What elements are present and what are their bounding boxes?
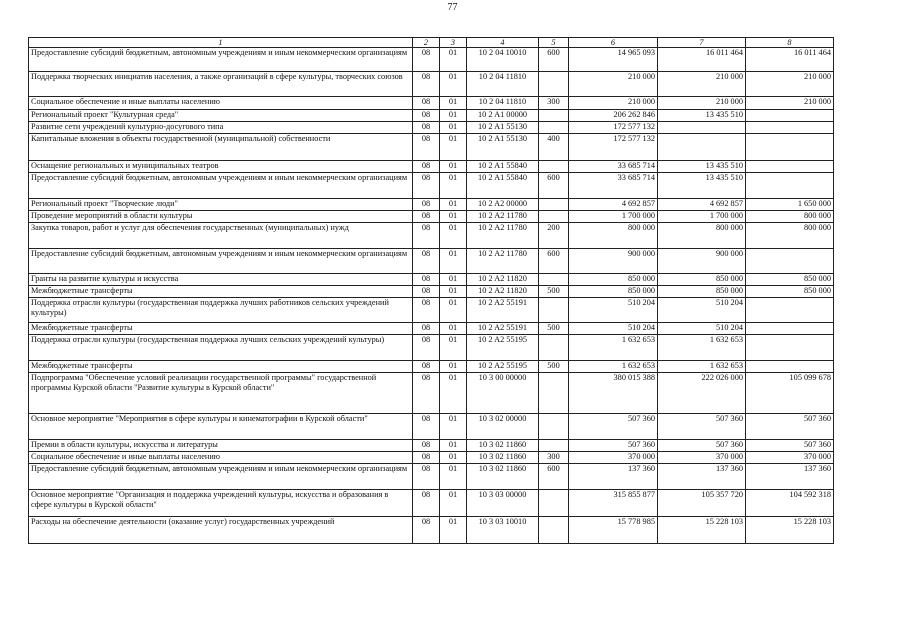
section-code: 08 (413, 414, 440, 440)
amount-col-8: 800 000 (746, 211, 834, 223)
expense-name: Поддержка отрасли культуры (государственная поддержка лучших сельских учреждений культуры) (29, 335, 413, 361)
amount-col-8: 1 650 000 (746, 199, 834, 211)
target-article-code: 10 3 03 10010 (467, 517, 539, 544)
amount-col-6: 510 204 (569, 323, 658, 335)
column-number-header (29, 38, 834, 48)
section-code: 08 (413, 323, 440, 335)
section-code: 08 (413, 490, 440, 517)
section-code: 08 (413, 97, 440, 110)
target-article-code: 10 2 A2 11780 (467, 211, 539, 223)
table-row (29, 249, 834, 274)
section-code: 08 (413, 517, 440, 544)
amount-col-8 (746, 173, 834, 199)
table-row (29, 335, 834, 361)
amount-col-7: 13 435 510 (658, 110, 746, 122)
table-row (29, 361, 834, 373)
section-code: 08 (413, 211, 440, 223)
table-row (29, 122, 834, 134)
amount-col-7: 850 000 (658, 274, 746, 286)
target-article-code: 10 2 A1 55840 (467, 173, 539, 199)
section-code: 08 (413, 249, 440, 274)
expense-type-code (539, 211, 569, 223)
amount-col-7: 13 435 510 (658, 173, 746, 199)
target-article-code: 10 2 A2 11820 (467, 286, 539, 298)
amount-col-7: 210 000 (658, 97, 746, 110)
table-row (29, 414, 834, 440)
expense-type-code (539, 490, 569, 517)
subsection-code: 01 (440, 373, 467, 414)
table-row (29, 110, 834, 122)
section-code: 08 (413, 373, 440, 414)
expense-type-code: 500 (539, 286, 569, 298)
section-code: 08 (413, 223, 440, 249)
column-header: 7 (658, 38, 746, 48)
amount-col-6: 507 360 (569, 440, 658, 452)
table-row (29, 72, 834, 97)
amount-col-6: 210 000 (569, 72, 658, 97)
subsection-code: 01 (440, 323, 467, 335)
expense-type-code (539, 161, 569, 173)
amount-col-6: 900 000 (569, 249, 658, 274)
expense-name: Расходы на обеспечение деятельности (оказание услуг) государственных учреждений (29, 517, 413, 544)
amount-col-7: 222 026 000 (658, 373, 746, 414)
amount-col-7: 105 357 720 (658, 490, 746, 517)
column-header: 1 (29, 38, 413, 48)
amount-col-7: 16 011 464 (658, 48, 746, 72)
section-code: 08 (413, 110, 440, 122)
target-article-code: 10 3 02 00000 (467, 414, 539, 440)
amount-col-6: 137 360 (569, 464, 658, 490)
subsection-code: 01 (440, 464, 467, 490)
table-row (29, 298, 834, 323)
table-row (29, 323, 834, 335)
table-row (29, 286, 834, 298)
expense-name: Гранты на развитие культуры и искусства (29, 274, 413, 286)
expense-name: Поддержка отрасли культуры (государственная поддержка лучших работников сельских учреждений культуры) (29, 298, 413, 323)
target-article-code: 10 2 A2 11780 (467, 249, 539, 274)
expense-name: Предоставление субсидий бюджетным, автономным учреждениям и иным некоммерческим организациям (29, 48, 413, 72)
expense-name: Предоставление субсидий бюджетным, автономным учреждениям и иным некоммерческим организациям (29, 249, 413, 274)
subsection-code: 01 (440, 335, 467, 361)
section-code: 08 (413, 72, 440, 97)
section-code: 08 (413, 134, 440, 161)
amount-col-8: 850 000 (746, 286, 834, 298)
table-row (29, 490, 834, 517)
table-row (29, 464, 834, 490)
expense-name: Межбюджетные трансферты (29, 323, 413, 335)
target-article-code: 10 2 A2 55191 (467, 298, 539, 323)
target-article-code: 10 2 A2 11820 (467, 274, 539, 286)
expense-name: Межбюджетные трансферты (29, 361, 413, 373)
amount-col-8 (746, 335, 834, 361)
subsection-code: 01 (440, 298, 467, 323)
amount-col-6: 206 262 846 (569, 110, 658, 122)
table-row (29, 274, 834, 286)
section-code: 08 (413, 452, 440, 464)
column-header: 6 (569, 38, 658, 48)
target-article-code: 10 2 A1 55130 (467, 134, 539, 161)
amount-col-7: 370 000 (658, 452, 746, 464)
section-code: 08 (413, 173, 440, 199)
amount-col-7: 13 435 510 (658, 161, 746, 173)
expense-type-code: 500 (539, 361, 569, 373)
amount-col-8: 137 360 (746, 464, 834, 490)
expense-name: Основное мероприятие "Мероприятия в сфере культуры и кинематографии в Курской области" (29, 414, 413, 440)
section-code: 08 (413, 286, 440, 298)
section-code: 08 (413, 335, 440, 361)
expense-type-code: 600 (539, 249, 569, 274)
section-code: 08 (413, 48, 440, 72)
target-article-code: 10 3 03 00000 (467, 490, 539, 517)
table-row (29, 373, 834, 414)
amount-col-6: 33 685 714 (569, 173, 658, 199)
column-header: 2 (413, 38, 440, 48)
budget-table (28, 37, 834, 544)
amount-col-8: 370 000 (746, 452, 834, 464)
target-article-code: 10 2 04 11810 (467, 97, 539, 110)
expense-type-code (539, 110, 569, 122)
table-row (29, 211, 834, 223)
expense-name: Развитие сети учреждений культурно-досугового типа (29, 122, 413, 134)
subsection-code: 01 (440, 223, 467, 249)
expense-type-code: 500 (539, 323, 569, 335)
amount-col-8: 105 099 678 (746, 373, 834, 414)
target-article-code: 10 2 04 10010 (467, 48, 539, 72)
target-article-code: 10 2 A2 00000 (467, 199, 539, 211)
target-article-code: 10 2 A2 55195 (467, 335, 539, 361)
amount-col-8: 850 000 (746, 274, 834, 286)
expense-type-code (539, 335, 569, 361)
table-row (29, 517, 834, 544)
subsection-code: 01 (440, 97, 467, 110)
amount-col-6: 507 360 (569, 414, 658, 440)
amount-col-7: 507 360 (658, 414, 746, 440)
target-article-code: 10 2 A2 11780 (467, 223, 539, 249)
expense-name: Предоставление субсидий бюджетным, автономным учреждениям и иным некоммерческим организациям (29, 173, 413, 199)
amount-col-7: 900 000 (658, 249, 746, 274)
subsection-code: 01 (440, 452, 467, 464)
column-header: 3 (440, 38, 467, 48)
target-article-code: 10 2 A1 55840 (467, 161, 539, 173)
table-row (29, 440, 834, 452)
subsection-code: 01 (440, 517, 467, 544)
amount-col-7: 1 632 653 (658, 361, 746, 373)
section-code: 08 (413, 298, 440, 323)
amount-col-6: 210 000 (569, 97, 658, 110)
amount-col-6: 15 778 985 (569, 517, 658, 544)
target-article-code: 10 3 02 11860 (467, 452, 539, 464)
subsection-code: 01 (440, 161, 467, 173)
expense-type-code: 400 (539, 134, 569, 161)
amount-col-7: 800 000 (658, 223, 746, 249)
expense-name: Социальное обеспечение и иные выплаты населению (29, 97, 413, 110)
amount-col-7: 210 000 (658, 72, 746, 97)
amount-col-8: 210 000 (746, 72, 834, 97)
target-article-code: 10 2 A1 55130 (467, 122, 539, 134)
amount-col-8: 800 000 (746, 223, 834, 249)
amount-col-6: 850 000 (569, 274, 658, 286)
section-code: 08 (413, 161, 440, 173)
amount-col-6: 510 204 (569, 298, 658, 323)
expense-type-code (539, 373, 569, 414)
expense-name: Региональный проект "Творческие люди" (29, 199, 413, 211)
amount-col-6: 172 577 132 (569, 122, 658, 134)
column-header: 5 (539, 38, 569, 48)
amount-col-8 (746, 323, 834, 335)
amount-col-8: 16 011 464 (746, 48, 834, 72)
expense-name: Капитальные вложения в объекты государственной (муниципальной) собственности (29, 134, 413, 161)
expense-name: Межбюджетные трансферты (29, 286, 413, 298)
subsection-code: 01 (440, 173, 467, 199)
target-article-code: 10 2 A1 00000 (467, 110, 539, 122)
amount-col-6: 370 000 (569, 452, 658, 464)
subsection-code: 01 (440, 286, 467, 298)
amount-col-8 (746, 298, 834, 323)
section-code: 08 (413, 464, 440, 490)
amount-col-8: 507 360 (746, 440, 834, 452)
table-row (29, 134, 834, 161)
expense-type-code (539, 298, 569, 323)
expense-type-code (539, 199, 569, 211)
subsection-code: 01 (440, 490, 467, 517)
target-article-code: 10 2 A2 55191 (467, 323, 539, 335)
amount-col-8: 210 000 (746, 97, 834, 110)
amount-col-7: 15 228 103 (658, 517, 746, 544)
amount-col-8: 104 592 318 (746, 490, 834, 517)
column-header: 8 (746, 38, 834, 48)
amount-col-6: 1 632 653 (569, 361, 658, 373)
amount-col-6: 1 632 653 (569, 335, 658, 361)
amount-col-7: 4 692 857 (658, 199, 746, 211)
amount-col-8 (746, 161, 834, 173)
amount-col-8 (746, 361, 834, 373)
table-row (29, 48, 834, 72)
amount-col-7: 510 204 (658, 323, 746, 335)
section-code: 08 (413, 122, 440, 134)
expense-name: Подпрограмма "Обеспечение условий реализации государственной программы" государственной программы Курской области "Развитие культуры в Курской области" (29, 373, 413, 414)
expense-name: Проведение мероприятий в области культуры (29, 211, 413, 223)
expense-name: Премии в области культуры, искусства и литературы (29, 440, 413, 452)
section-code: 08 (413, 440, 440, 452)
expense-name: Предоставление субсидий бюджетным, автономным учреждениям и иным некоммерческим организациям (29, 464, 413, 490)
target-article-code: 10 3 02 11860 (467, 440, 539, 452)
expense-name: Закупка товаров, работ и услуг для обеспечения государственных (муниципальных) нужд (29, 223, 413, 249)
expense-name: Социальное обеспечение и иные выплаты населению (29, 452, 413, 464)
subsection-code: 01 (440, 414, 467, 440)
subsection-code: 01 (440, 211, 467, 223)
expense-name: Региональный проект "Культурная среда" (29, 110, 413, 122)
expense-type-code (539, 274, 569, 286)
amount-col-7: 507 360 (658, 440, 746, 452)
expense-type-code: 600 (539, 48, 569, 72)
amount-col-8 (746, 134, 834, 161)
subsection-code: 01 (440, 274, 467, 286)
expense-name: Поддержка творческих инициатив населения, а также организаций в сфере культуры, творческих союзов (29, 72, 413, 97)
table-row (29, 223, 834, 249)
section-code: 08 (413, 361, 440, 373)
amount-col-6: 1 700 000 (569, 211, 658, 223)
amount-col-6: 4 692 857 (569, 199, 658, 211)
expense-name: Основное мероприятие "Организация и поддержка учреждений культуры, искусства и образования в сфере культуры в Курской области" (29, 490, 413, 517)
subsection-code: 01 (440, 110, 467, 122)
section-code: 08 (413, 199, 440, 211)
amount-col-6: 800 000 (569, 223, 658, 249)
table-row (29, 452, 834, 464)
target-article-code: 10 3 00 00000 (467, 373, 539, 414)
expense-type-code: 300 (539, 97, 569, 110)
subsection-code: 01 (440, 48, 467, 72)
subsection-code: 01 (440, 249, 467, 274)
subsection-code: 01 (440, 440, 467, 452)
amount-col-7 (658, 122, 746, 134)
amount-col-6: 14 965 093 (569, 48, 658, 72)
table-row (29, 173, 834, 199)
amount-col-7: 510 204 (658, 298, 746, 323)
table-row (29, 199, 834, 211)
table-row (29, 161, 834, 173)
expense-type-code (539, 72, 569, 97)
subsection-code: 01 (440, 199, 467, 211)
amount-col-8: 15 228 103 (746, 517, 834, 544)
amount-col-6: 315 855 877 (569, 490, 658, 517)
expense-type-code (539, 440, 569, 452)
target-article-code: 10 2 04 11810 (467, 72, 539, 97)
table-row (29, 97, 834, 110)
amount-col-7: 850 000 (658, 286, 746, 298)
amount-col-8 (746, 122, 834, 134)
expense-type-code: 600 (539, 173, 569, 199)
amount-col-7 (658, 134, 746, 161)
section-code: 08 (413, 274, 440, 286)
expense-type-code: 200 (539, 223, 569, 249)
amount-col-6: 850 000 (569, 286, 658, 298)
target-article-code: 10 3 02 11860 (467, 464, 539, 490)
amount-col-7: 137 360 (658, 464, 746, 490)
target-article-code: 10 2 A2 55195 (467, 361, 539, 373)
expense-type-code (539, 122, 569, 134)
subsection-code: 01 (440, 134, 467, 161)
expense-type-code (539, 517, 569, 544)
amount-col-7: 1 632 653 (658, 335, 746, 361)
amount-col-6: 33 685 714 (569, 161, 658, 173)
amount-col-8 (746, 249, 834, 274)
column-header: 4 (467, 38, 539, 48)
expense-type-code: 300 (539, 452, 569, 464)
expense-name: Оснащение региональных и муниципальных театров (29, 161, 413, 173)
expense-type-code: 600 (539, 464, 569, 490)
subsection-code: 01 (440, 122, 467, 134)
amount-col-6: 172 577 132 (569, 134, 658, 161)
amount-col-7: 1 700 000 (658, 211, 746, 223)
amount-col-8: 507 360 (746, 414, 834, 440)
amount-col-6: 380 015 388 (569, 373, 658, 414)
page-number: 77 (447, 2, 458, 13)
expense-type-code (539, 414, 569, 440)
amount-col-8 (746, 110, 834, 122)
subsection-code: 01 (440, 72, 467, 97)
subsection-code: 01 (440, 361, 467, 373)
